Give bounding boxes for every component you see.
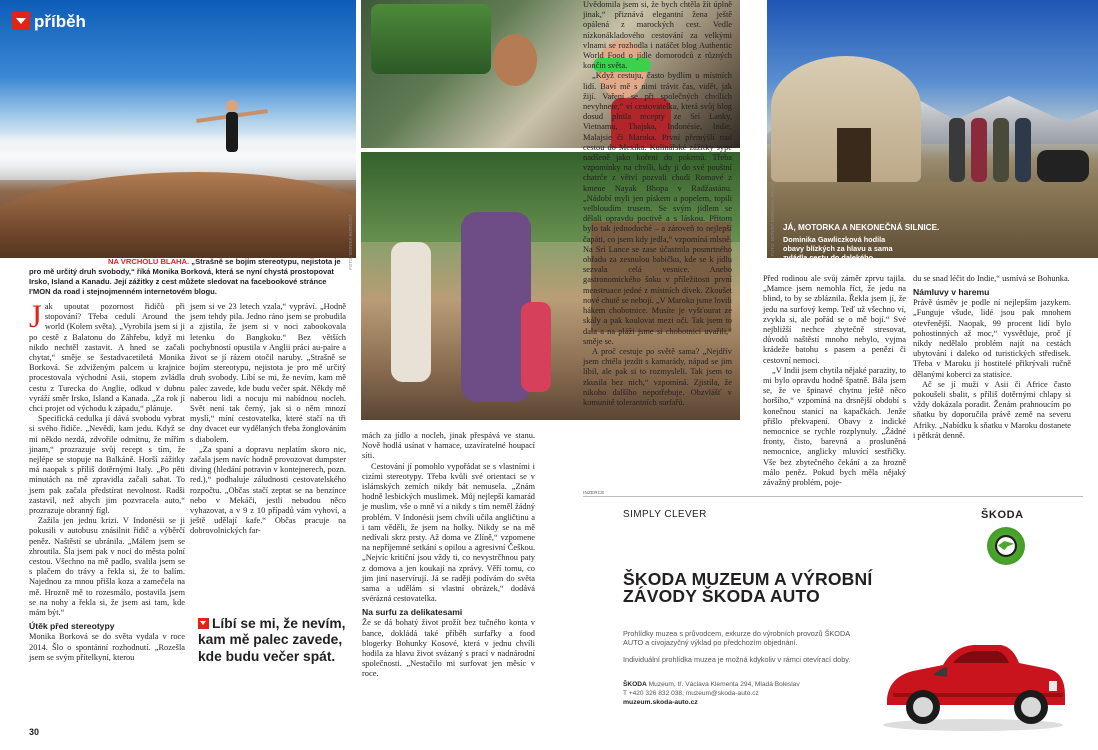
boy-figure [391, 242, 431, 382]
paragraph: Že se dá bohatý život prožít bez tučného konta v bance, dokládá také příběh surfařky a food blogerky Bohunky Kosové, která v jednu chvíli hodila za hlavu život svázaný s prací v nadnárodní společnosti. „Nestačilo mi surfovat jen měsíc v roce. [362, 618, 535, 679]
paragraph: Ač se jí muži v Asii či Africe často pokoušeli sbalit, s příliš dotěrnými chlapy si vždy dokázala poradit. Ženám prahnoucím po sňatku by doporučila právě země na severu Afriky. „Nabídku k sňatku v Maroku dostanete i pětkrát denně. [913, 379, 1071, 440]
person-2 [971, 118, 987, 182]
photo-summit [0, 0, 356, 258]
rock-summit [0, 172, 356, 258]
ad-slogan: SIMPLY CLEVER [623, 509, 707, 520]
ad-label: INZERCE [583, 490, 605, 495]
paragraph: Před rodinou ale svůj záměr zprvu tajila. „Mamce jsem nemohla říct, že jedu na blind, to by se zbláznila. Řekla jsem jí, že jedu na surfový kemp. Teď už všechno ví, zvykla si, ale pořád se o mě bojí.“ Své nejbližší nechce zbytečně stresovat, důvodů naštěstí mnoho nebylo, vyjma krádeže batohu s pasem a penězi či cestovní nemoci. [763, 274, 906, 365]
paragraph: mách za jídlo a nocleh, jinak přespává ve stanu. Nově hodlá usínat v hamace, uzavíratelné houpací síti. [362, 431, 535, 461]
page-number: 30 [29, 727, 40, 737]
paragraph: Cestování jí pomohlo vypořádat se s vlastními i cizími stereotypy. Třeba kvůli své orientaci se v islámských zemích nikdy bát nemusela. „Znám hodně lesbických muslimek. Můj nejlepší kamarád je muslim, vše o mně ví a nikdy s tím neměl žádný problém. V Indonésii jsem chvíli učila angličtinu a i tam věděli, že jsem na holky. Nikdy se na mě nedívali skrz prsty. Až doma ve Zlíně,“ vzpomene na nepříjemné setkání s opilou a agresivní Češkou. „Nejvíc kritiční jsou vždy ti, co nevystrčhnou paty z domova a jen koukají na zprávy. Věří tomu, co jim jiní naservírují. Já se raději podívám do světa sama a udělám si vlastní obrázek,“ dodává svérázná cestovatelka. [362, 461, 535, 604]
ad-address-name: ŠKODA [623, 681, 647, 688]
skoda-logo-icon [987, 527, 1025, 565]
article-column-4 [583, 0, 732, 408]
caption-summit-text: „Strašně se bojím stereotypu, nejistota je pro mě určitý druh svobody,“ říká Monika Borková, která se nyní chystá prostopovat Irsko, Island a Kanadu. Její zážitky z cest můžete sledovat na facebookové stránce I'MON da road i stejnojmenném internetovém blogu. [29, 257, 341, 296]
subheading: Útěk před stereotypy [29, 621, 115, 632]
caption-yurt-text: Dominika Gawliczková hodila obavy blízkých za hlavu a sama zvládla cestu do dalekého Kyrgyzstánu. [783, 235, 893, 271]
dropcap: J [29, 299, 42, 335]
skoda-advert [583, 496, 1083, 750]
yurt-door [837, 128, 871, 182]
quote-tag-icon [198, 618, 209, 629]
paragraph: „Když cestuju, často bydlím u místních lidí. Baví mě s nimi trávit čas, vidět, jak žijí. Vaření se při společných chvílích nevyhnete,“ ví cestovatelka, která svůj blog dosud plnila recepty ze Srí Lanky, Vietnamu, Thajska, Indonésie, Indie, Malajsie či Maroka. První přemýšlí nad cestou do Mexika. Kulinářské zážitky sype nadšeně jako koření do pokrmů. Třeba vzpomínky na chvíli, kdy ji do své pouštní chatrče z větví pozvali chudí Romové z kmene Nayak Bhopa v Radžastánu. „Nádobí myli jen pískem a popelem, topili velbloudím trusem. Se svým jídlem se dělali opravdu poctivě a s láskou. Přitom bylo tak jednoduché – a zároveň to nejlepší čapáti, co jsem kdy jedla,“ vzpomíná mlsně. Na Srí Lance se zase účastnila posmrtného obřadu za zesnulou babičku, kde se k jídlu sezvala celá vesnice. Anebo gastronomického šoku v příležitosti první menstruace jedné z místních dívek. Zkoušet nové chutě se nebojí. „V Maroku jsme lovili hákem chobotnice. Musíte je vyšťourat ze skály a pak koulovat mezi oči. Tak jsem to dala a na pláži jsme si chobotnici uvařili,“ směje se. [583, 71, 732, 346]
paragraph: „V Indii jsem chytila nějaké parazity, to mi bylo opravdu hodně špatně. Bála jsem se, že ve špinavé chytnu ještě něco horšího,“ vzpomíná na drsnější období s konečnou stanicí na kapačkách. Jenže přišlo překvapení. Obavy z indické nemocnice se rychle rozplynuly. „Žádné fronty, čisto, barevná a prosluněná nemocnice, anglicky mluvící sestřičky. Vše bez zbytečného čekání a za hrozně málo peněz. Pokud bych měla nějaký závažný problém, poje- [763, 365, 906, 488]
caption-yurt-title: JÁ, MOTORKA A NEKONEČNÁ SILNICE. [783, 223, 940, 232]
person-1 [949, 118, 965, 182]
ad-text: Individuální prohlídka muzea je možná kdykoliv v rámci otevírací doby. [623, 655, 851, 664]
section-tag-icon [12, 12, 30, 30]
pull-quote-text: Líbí se mi, že nevím, kam mě palec zavede, kde budu večer spát. [198, 616, 346, 664]
car-window [371, 4, 491, 74]
section-label: příběh [34, 12, 86, 31]
motorcycle [1037, 150, 1089, 182]
driver-face [493, 34, 537, 86]
person-body [226, 112, 238, 152]
photo-credit-yurt: FOTO: MONIKA BORKOVÁ, ARCHIV [770, 180, 775, 256]
paragraph: Zažila jen jednu krizi. V Indonésii se ji pokusili v autobusu znásilnit řidič a výběrčí peněz. Naštěstí se ubránila. „Málem jsem se zhroutila. Šla jsem pak v noci do města polní cestou. Všechno na mě padlo, svalila jsem se s plačem do trávy a řekla si, že to balím. Najednou za mnou přišla koza a zamečela na mě. Hrozně mě to rozesmálo, postavila jsem se na nohy a řekla si, že jsem asi tam, kde mám být.“ [29, 516, 185, 618]
ad-address [623, 680, 863, 698]
paragraph: A proč cestuje po světě sama? „Nejdřív jsem chtěla jezdit s kamarády, nápad se jim líbil, ale pak si to rozmysleli. Tak jsem to zkusila bez nich,“ vzpomíná. Zjistila, že nikoho dalšího nepotřebuje. Obzvlášť v komunitě tolerantních surfařů. [583, 346, 732, 407]
person-3 [993, 118, 1009, 182]
person-4 [1015, 118, 1031, 182]
ad-title: ŠKODA MUZEUM A VÝROBNÍ ZÁVODY ŠKODA AUTO [623, 569, 873, 606]
photo-yurt [767, 0, 1098, 258]
paragraph: jsem si ve 23 letech vzala,“ vypráví. „Hodně jsem tehdy pila. Jedno ráno jsem se probudila a zjistila, že jsem si v noci zabookovala letenku do Bangkoku.“ Bez větších pochybností opustila v Anglii práci au-paire a život se jí rázem otočil naruby. „Strašně se bojím stereotypu, nejistota je pro mě určitý druh svobody. Líbí se mi, že nevím, kam mě palec zavede, kde budu večer spát. Někdy mě naberou lidi a nocuju mi nabídnou nocleh. Svět není tak černý, jak si o něm mnozí myslí,“ míní cestovatelka, které stačí na tři dny dvacet eur vydělaných třeba žonglováním s diabolem. [190, 302, 346, 444]
ad-text: Prohlídky muzea s průvodcem, exkurze do výrobních provozů ŠKODA AUTO a civojazyčný výklad po předchozím objednání. [623, 629, 850, 647]
pull-quote [198, 616, 348, 665]
article-column-3 [362, 431, 535, 680]
vintage-car-icon [873, 607, 1073, 737]
photo-credit-village: FOTO: MONIKA BORKOVÁ [348, 214, 353, 270]
caption-summit [29, 257, 347, 297]
girl-figure [521, 302, 551, 392]
ad-brand: ŠKODA [981, 509, 1024, 521]
paragraph: ak upoutat pozornost řidičů při stopování? Třeba cedulí Around the world (Kolem světa). „Vyrobila jsem si ji po cestě z Balatonu do Záhřebu, když mi nikdo nechtěl zastavit. A hned se začali chytat,“ směje se šestadvacetiletá Monika Borková. Se zdviženým palcem u krajnice procestovala východní Asii, stopem zvládla cestu z Turecka do Anglie, odkud v dubnu vyráží směr Irsko, Island a Kanada. „Za rok jí chci projet od východu k západu,“ plánuje. [29, 302, 185, 414]
paragraph: Specifická cedulka jí dává svobodu vybrat si svého řidiče. „Nevědí, kam jedu. Když se mi někdo nezdá, zdvořile odmítnu, že mířím jinam,“ prozrazuje svůj recept s tím, že nejlépe se stopuje na Balkáně. Horší zážitky má naopak s příliš dotěrnými Italy. „Po pěti minutách na mě zpravidla začali sahat. To jsem pak začala předstírat nevolnost. Radši zastavil, než abych jim pozvracela auto,“ prozrazuje obranný fígl. [29, 414, 185, 516]
paragraph: Monika Borková se do světa vydala v roce 2014. Šlo o spontánní rozhodnutí. „Rozešla jsem se svým přítelkyní, kterou [29, 632, 185, 662]
person-head [226, 100, 238, 112]
paragraph: Uvědomila jsem si, že bych chtěla žít úplně jinak,“ přiznává elegantní žena ještě opálená z marockých cest. Vedle nízkonákladového cestování za velkými vlnami se rozhodla i natáčet blog Authentic World Food o jídle domorodců z různých končin světa. [583, 0, 732, 71]
paragraph: Právě úsměv je podle ní nejlepším jazykem. „Funguje všude, lidé jsou pak mnohem otevřenější. Naopak, 99 procent lidí bylo pohostinných až moc,“ vysvětluje, proč jí nikdy nedělalo problém najít na cestách ubytování i daleko od turistických středisek. Třeba v Maroku jí hostitelé přikrývali ručně dělanými koberci za statisíce. [913, 298, 1071, 379]
article-column-1 [29, 299, 185, 663]
ad-contact: T +420 326 832 038, muzeum@skoda-auto.cz [623, 690, 759, 697]
caption-summit-title: NA VRCHOLU BLAHA. [108, 257, 190, 266]
subheading: Námluvy v haremu [913, 287, 990, 298]
article-column-2 [190, 302, 346, 537]
ad-url[interactable]: muzeum.skoda-auto.cz [623, 699, 698, 706]
subheading: Na surfu za delikatesami [362, 607, 463, 618]
paragraph: du se snad léčit do Indie,“ usmívá se Bohunka. [913, 274, 1070, 283]
paragraph: „Za spaní a dopravu neplatím skoro nic, začala jsem navíc hodně provozovat dumpster diving (hledání potravin v kontejnerech, pozn. red.),“ podhaluje záludnosti cestovatelského rozpočtu. „Občas stačí zeptat se na benzínce nebo v Mekáči, jestli nebudou něco vyhazovat, a v 9 z 10 případů vám vyhoví, a ještě udělají kafe.“ Občas pracuje na dobrovolnických far- [190, 444, 346, 536]
ad-address-text: Muzeum, tř. Václava Klementa 294, Mladá Boleslav [646, 681, 800, 688]
article-column-5 [763, 274, 906, 488]
article-column-6 [913, 274, 1071, 441]
